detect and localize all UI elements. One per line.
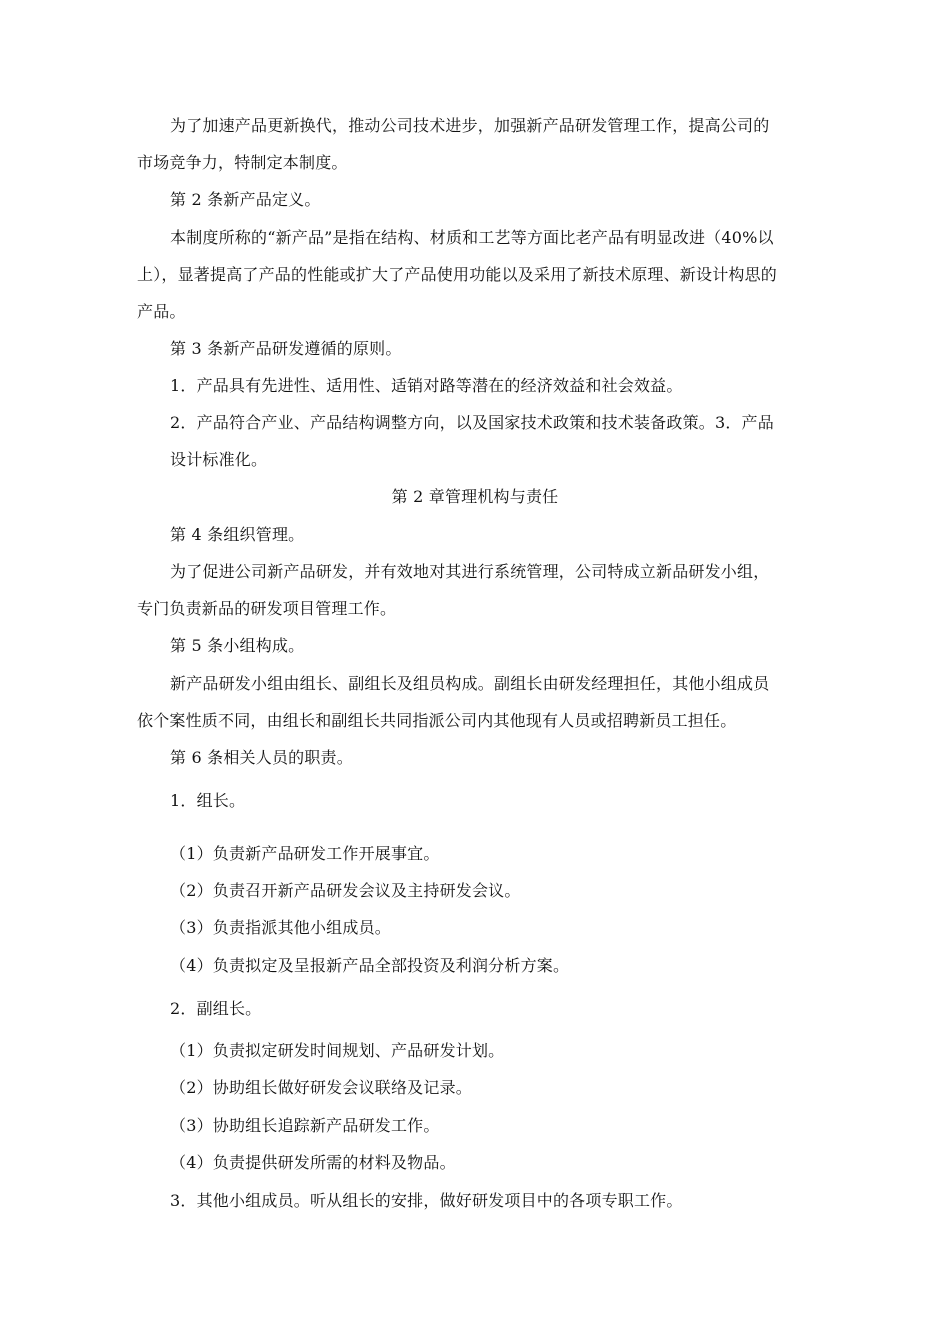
article-4-body-line: 为了促进公司新产品研发，并有效地对其进行系统管理，公司特成立新品研发小组， — [170, 562, 770, 581]
article-2-heading: 第 2 条新产品定义。 — [170, 190, 321, 209]
article-2-body-line: 上），显著提高了产品的性能或扩大了产品使用功能以及采用了新技术原理、新设计构思的 — [137, 265, 778, 284]
article-5-heading: 第 5 条小组构成。 — [170, 636, 305, 655]
article-4-body-line: 专门负责新品的研发项目管理工作。 — [137, 599, 397, 618]
article-4-heading: 第 4 条组织管理。 — [170, 525, 305, 544]
intro-line: 为了加速产品更新换代，推动公司技术进步，加强新产品研发管理工作，提高公司的 — [170, 116, 770, 135]
chapter-title: 第 2 章管理机构与责任 — [391, 487, 559, 506]
article-5-body-line: 依个案性质不同，由组长和副组长共同指派公司内其他现有人员或招聘新员工担任。 — [137, 711, 737, 730]
leader-duty: （2）负责召开新产品研发会议及主持研发会议。 — [170, 881, 521, 900]
deputy-duty: （3）协助组长追踪新产品研发工作。 — [170, 1116, 440, 1135]
other-members-line: 3．其他小组成员。听从组长的安排，做好研发项目中的各项专职工作。 — [170, 1191, 683, 1210]
article-6-heading: 第 6 条相关人员的职责。 — [170, 748, 353, 767]
article-3-item: 设计标准化。 — [170, 450, 268, 469]
article-5-body-line: 新产品研发小组由组长、副组长及组员构成。副组长由研发经理担任，其他小组成员 — [170, 674, 770, 693]
deputy-duty: （4）负责提供研发所需的材料及物品。 — [170, 1153, 456, 1172]
deputy-title: 2．副组长。 — [170, 999, 262, 1018]
article-3-item: 1．产品具有先进性、适用性、适销对路等潜在的经济效益和社会效益。 — [170, 376, 683, 395]
article-2-body-line: 本制度所称的“新产品”是指在结构、材质和工艺等方面比老产品有明显改进（40%以 — [170, 228, 774, 247]
leader-duty: （3）负责指派其他小组成员。 — [170, 918, 391, 937]
article-2-body-line: 产品。 — [137, 302, 186, 321]
deputy-duty: （1）负责拟定研发时间规划、产品研发计划。 — [170, 1041, 505, 1060]
leader-title: 1．组长。 — [170, 791, 246, 810]
leader-duty: （1）负责新产品研发工作开展事宜。 — [170, 844, 440, 863]
article-3-heading: 第 3 条新产品研发遵循的原则。 — [170, 339, 402, 358]
leader-duty: （4）负责拟定及呈报新产品全部投资及利润分析方案。 — [170, 956, 570, 975]
deputy-duty: （2）协助组长做好研发会议联络及记录。 — [170, 1078, 472, 1097]
intro-line: 市场竞争力，特制定本制度。 — [137, 153, 348, 172]
article-3-item: 2．产品符合产业、产品结构调整方向，以及国家技术政策和技术装备政策。3．产品 — [170, 413, 774, 432]
